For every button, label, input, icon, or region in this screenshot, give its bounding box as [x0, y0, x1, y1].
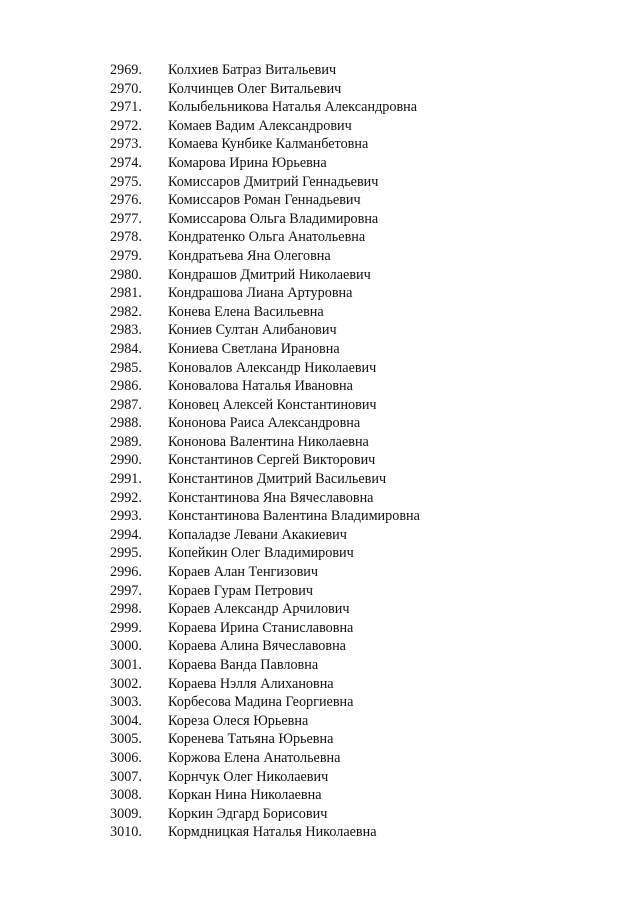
list-item: [0, 693, 640, 712]
entry-number: 2994.: [110, 526, 142, 543]
entry-number: 2987.: [110, 396, 142, 413]
list-item: [0, 656, 640, 675]
entry-number: 2972.: [110, 117, 142, 134]
list-item: [0, 637, 640, 656]
entry-number: 2975.: [110, 173, 142, 190]
entry-number: 2997.: [110, 582, 142, 599]
list-item: [0, 414, 640, 433]
entry-number: 2996.: [110, 564, 142, 581]
entry-name: Кореза Олеся Юрьевна: [168, 712, 309, 729]
entry-name: Кораев Гурам Петрович: [168, 582, 313, 599]
list-item: [0, 247, 640, 266]
list-item: [0, 228, 640, 247]
entry-number: 3004.: [110, 712, 142, 729]
entry-number: 2990.: [110, 452, 142, 469]
entry-name: Колчинцев Олег Витальевич: [168, 80, 342, 97]
list-item: [0, 303, 640, 322]
entry-name: Корбесова Мадина Георгиевна: [168, 694, 354, 711]
entry-number: 2969.: [110, 62, 142, 78]
entry-number: 2999.: [110, 619, 142, 636]
entry-number: 2982.: [110, 303, 142, 320]
entry-name: Кониева Светлана Ирановна: [168, 340, 340, 357]
list-item: [0, 675, 640, 694]
list-item: [0, 786, 640, 805]
list-item: [0, 768, 640, 787]
entry-name: Коржова Елена Анатольевна: [168, 749, 341, 766]
entry-number: 2981.: [110, 285, 142, 302]
entry-number: 2988.: [110, 415, 142, 432]
entry-number: 3001.: [110, 657, 142, 673]
entry-name: Кононова Валентина Николаевна: [168, 433, 369, 450]
entry-name: Кониев Султан Алибанович: [168, 322, 337, 339]
list-item: [0, 563, 640, 582]
entry-number: 2976.: [110, 192, 142, 209]
entry-number: 2978.: [110, 229, 142, 246]
list-item: [0, 321, 640, 340]
list-item: [0, 507, 640, 526]
entry-name: Копаладзе Левани Акакиевич: [168, 526, 347, 543]
entry-name: Коркан Нина Николаевна: [168, 787, 322, 804]
entry-number: 2992.: [110, 489, 142, 506]
list-item: [0, 544, 640, 563]
entry-number: 2977.: [110, 210, 142, 227]
entry-number: 2984.: [110, 340, 142, 357]
entry-number: 2973.: [110, 136, 142, 153]
entry-name: Кондратенко Ольга Анатольевна: [168, 229, 366, 246]
entry-name: Коренева Татьяна Юрьевна: [168, 731, 334, 748]
entry-number: 2986.: [110, 378, 142, 395]
list-item: [0, 191, 640, 210]
entry-number: 2983.: [110, 322, 142, 339]
entry-name: Кондратьева Яна Олеговна: [168, 247, 331, 264]
list-item: [0, 396, 640, 415]
list-item: [0, 526, 640, 545]
list-item: [0, 117, 640, 136]
entry-name: Коркин Эдгард Борисович: [168, 805, 328, 822]
list-item: [0, 61, 640, 80]
entry-name: Комаева Кунбике Калманбетовна: [168, 136, 369, 153]
entry-number: 2998.: [110, 601, 142, 618]
list-item: [0, 451, 640, 470]
list-item: [0, 135, 640, 154]
entry-number: 2980.: [110, 266, 142, 283]
entry-name: Копейкин Олег Владимирович: [168, 545, 354, 562]
entry-number: 3010.: [110, 824, 142, 841]
entry-number: 3005.: [110, 731, 142, 748]
entry-name: Кораев Алан Тенгизович: [168, 564, 319, 581]
list-item: [0, 266, 640, 285]
entry-name: Коновец Алексей Константинович: [168, 396, 377, 413]
entry-number: 2974.: [110, 154, 142, 171]
list-item: [0, 340, 640, 359]
list-item: [0, 154, 640, 173]
list-item: [0, 433, 640, 452]
list-item: [0, 210, 640, 229]
entry-number: 2993.: [110, 508, 142, 525]
list-item: [0, 470, 640, 489]
list-item: [0, 600, 640, 619]
entry-name: Константинов Дмитрий Васильевич: [168, 471, 387, 488]
entry-name: Корнчук Олег Николаевич: [168, 768, 329, 785]
entry-name: Константинова Валентина Владимировна: [168, 508, 420, 525]
entry-name: Комиссаров Роман Геннадьевич: [168, 192, 361, 209]
list-item: [0, 730, 640, 749]
entry-number: 2985.: [110, 359, 142, 376]
list-item: [0, 619, 640, 638]
list-item: [0, 80, 640, 99]
list-item: [0, 173, 640, 192]
entry-name: Комиссаров Дмитрий Геннадьевич: [168, 173, 379, 190]
entry-number: 3006.: [110, 749, 142, 766]
entry-name: Комаев Вадим Александрович: [168, 117, 352, 134]
entry-number: 3008.: [110, 787, 142, 804]
entry-number: 2991.: [110, 471, 142, 488]
list-item: [0, 284, 640, 303]
entry-name: Кондрашова Лиана Артуровна: [168, 285, 353, 302]
entry-number: 3003.: [110, 694, 142, 711]
entry-name: Кораева Ирина Станиславовна: [168, 619, 354, 636]
entry-name: Кораева Алина Вячеславовна: [168, 638, 346, 655]
list-item: [0, 582, 640, 601]
entry-name: Кондрашов Дмитрий Николаевич: [168, 266, 371, 283]
entry-name: Колыбельникова Наталья Александровна: [168, 99, 418, 116]
entry-number: 2970.: [110, 80, 142, 97]
list-item: [0, 489, 640, 508]
entry-number: 3000.: [110, 638, 142, 655]
entry-number: 2979.: [110, 247, 142, 264]
entry-number: 2995.: [110, 545, 142, 562]
entry-name: Кораева Ванда Павловна: [168, 657, 319, 673]
list-item: [0, 377, 640, 396]
entry-name: Комиссарова Ольга Владимировна: [168, 210, 379, 227]
list-item: [0, 823, 640, 842]
entry-number: 3009.: [110, 805, 142, 822]
entry-name: Кормдницкая Наталья Николаевна: [168, 824, 377, 841]
list-item: [0, 749, 640, 768]
entry-number: 3002.: [110, 675, 142, 692]
list-item: [0, 712, 640, 731]
entry-name: Колхиев Батраз Витальевич: [168, 62, 337, 78]
numbered-name-list: [0, 61, 640, 842]
entry-name: Кораева Нэлля Алихановна: [168, 675, 334, 692]
list-item: [0, 359, 640, 378]
list-item: [0, 98, 640, 117]
entry-name: Кононова Раиса Александровна: [168, 415, 361, 432]
entry-name: Коновалова Наталья Ивановна: [168, 378, 353, 395]
entry-name: Комарова Ирина Юрьевна: [168, 154, 327, 171]
list-item: [0, 805, 640, 824]
entry-number: 2971.: [110, 99, 142, 116]
entry-name: Константинова Яна Вячеславовна: [168, 489, 374, 506]
entry-name: Коновалов Александр Николаевич: [168, 359, 377, 376]
entry-name: Константинов Сергей Викторович: [168, 452, 376, 469]
entry-name: Конева Елена Васильевна: [168, 303, 324, 320]
entry-name: Кораев Александр Арчилович: [168, 601, 350, 618]
entry-number: 3007.: [110, 768, 142, 785]
entry-number: 2989.: [110, 433, 142, 450]
